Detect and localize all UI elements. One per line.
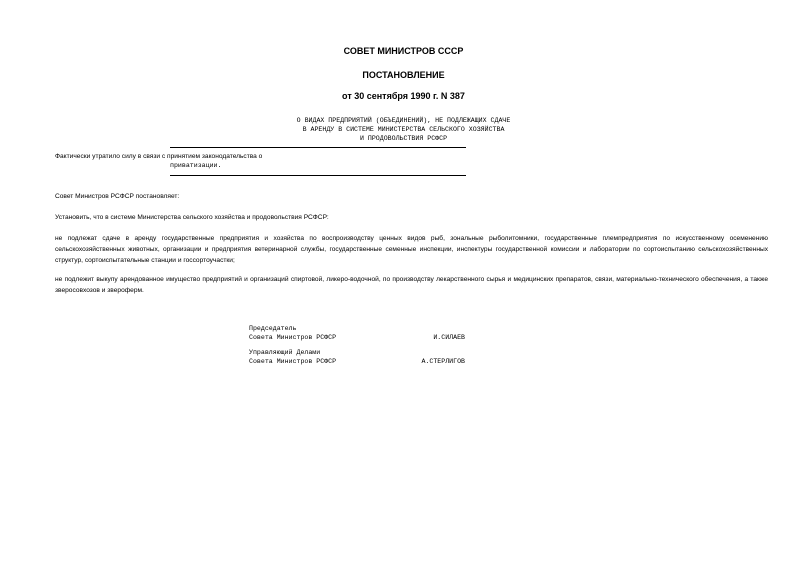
subject-line: О ВИДАХ ПРЕДПРИЯТИЙ (ОБЪЕДИНЕНИЙ), НЕ ПОДЛЕЖАЩИХ СДАЧЕ [296,117,511,124]
signature-name: А.СТЕРЛИГОВ [421,357,465,365]
signature-title-line1: Председатель [249,325,297,332]
paragraph-rental-restrictions: не подлежат сдаче в аренду государственные предприятия и хозяйства по воспроизводству ценных видов рыб, зональные рыболитомники, государственные племпредприятия по искусственному осеменению сельскохозяйственных животных, организации и предприятия ветеринарной службы, государственные семенные инспекции, инспектуры государственной комиссии и лаборатории по сортоиспытанию сельскохозяйственных структур, сортоиспытательные станции и госсортоучастки; [55,235,768,265]
signature-title-line1: Управляющий Делами [249,349,321,356]
subject-line: В АРЕНДУ В СИСТЕМЕ МИНИСТЕРСТВА СЕЛЬСКОГО ХОЗЯЙСТВА [302,125,505,133]
signature-title-line2: Совета Министров РСФСР [249,357,337,365]
preamble: Совет Министров РСФСР постановляет: [55,193,180,200]
signature-block-manager [249,349,465,367]
date-number-heading: от 30 сентября 1990 г. N 387 [342,91,465,101]
status-note-line2: приватизации. [170,162,222,169]
signature-title-line2: Совета Министров РСФСР [249,333,337,341]
status-note-line1: Фактически утратило силу в связи с принятием законодательства о [55,153,263,160]
paragraph-buyout-restrictions: не подлежит выкупу арендованное имущество предприятий и организаций спиртовой, ликеро-водочной, по производству лекарственного сырья и медицинских препаратов, связи, материально-технического обеспечения, а также зверосовхозов и звероферм. [55,276,768,295]
document-type-heading: ПОСТАНОВЛЕНИЕ [362,70,445,80]
divider-top [170,147,466,148]
subject-line: И ПРОДОВОЛЬСТВИЯ РСФСР [359,134,448,142]
issuer-heading: СОВЕТ МИНИСТРОВ СССР [343,46,464,56]
signature-block-chairman [249,325,465,343]
divider-bottom [170,175,466,176]
establish-clause: Установить, что в системе Министерства сельского хозяйства и продовольствия РСФСР: [55,214,329,221]
subject-block [170,117,637,143]
signature-name: И.СИЛАЕВ [433,333,465,341]
